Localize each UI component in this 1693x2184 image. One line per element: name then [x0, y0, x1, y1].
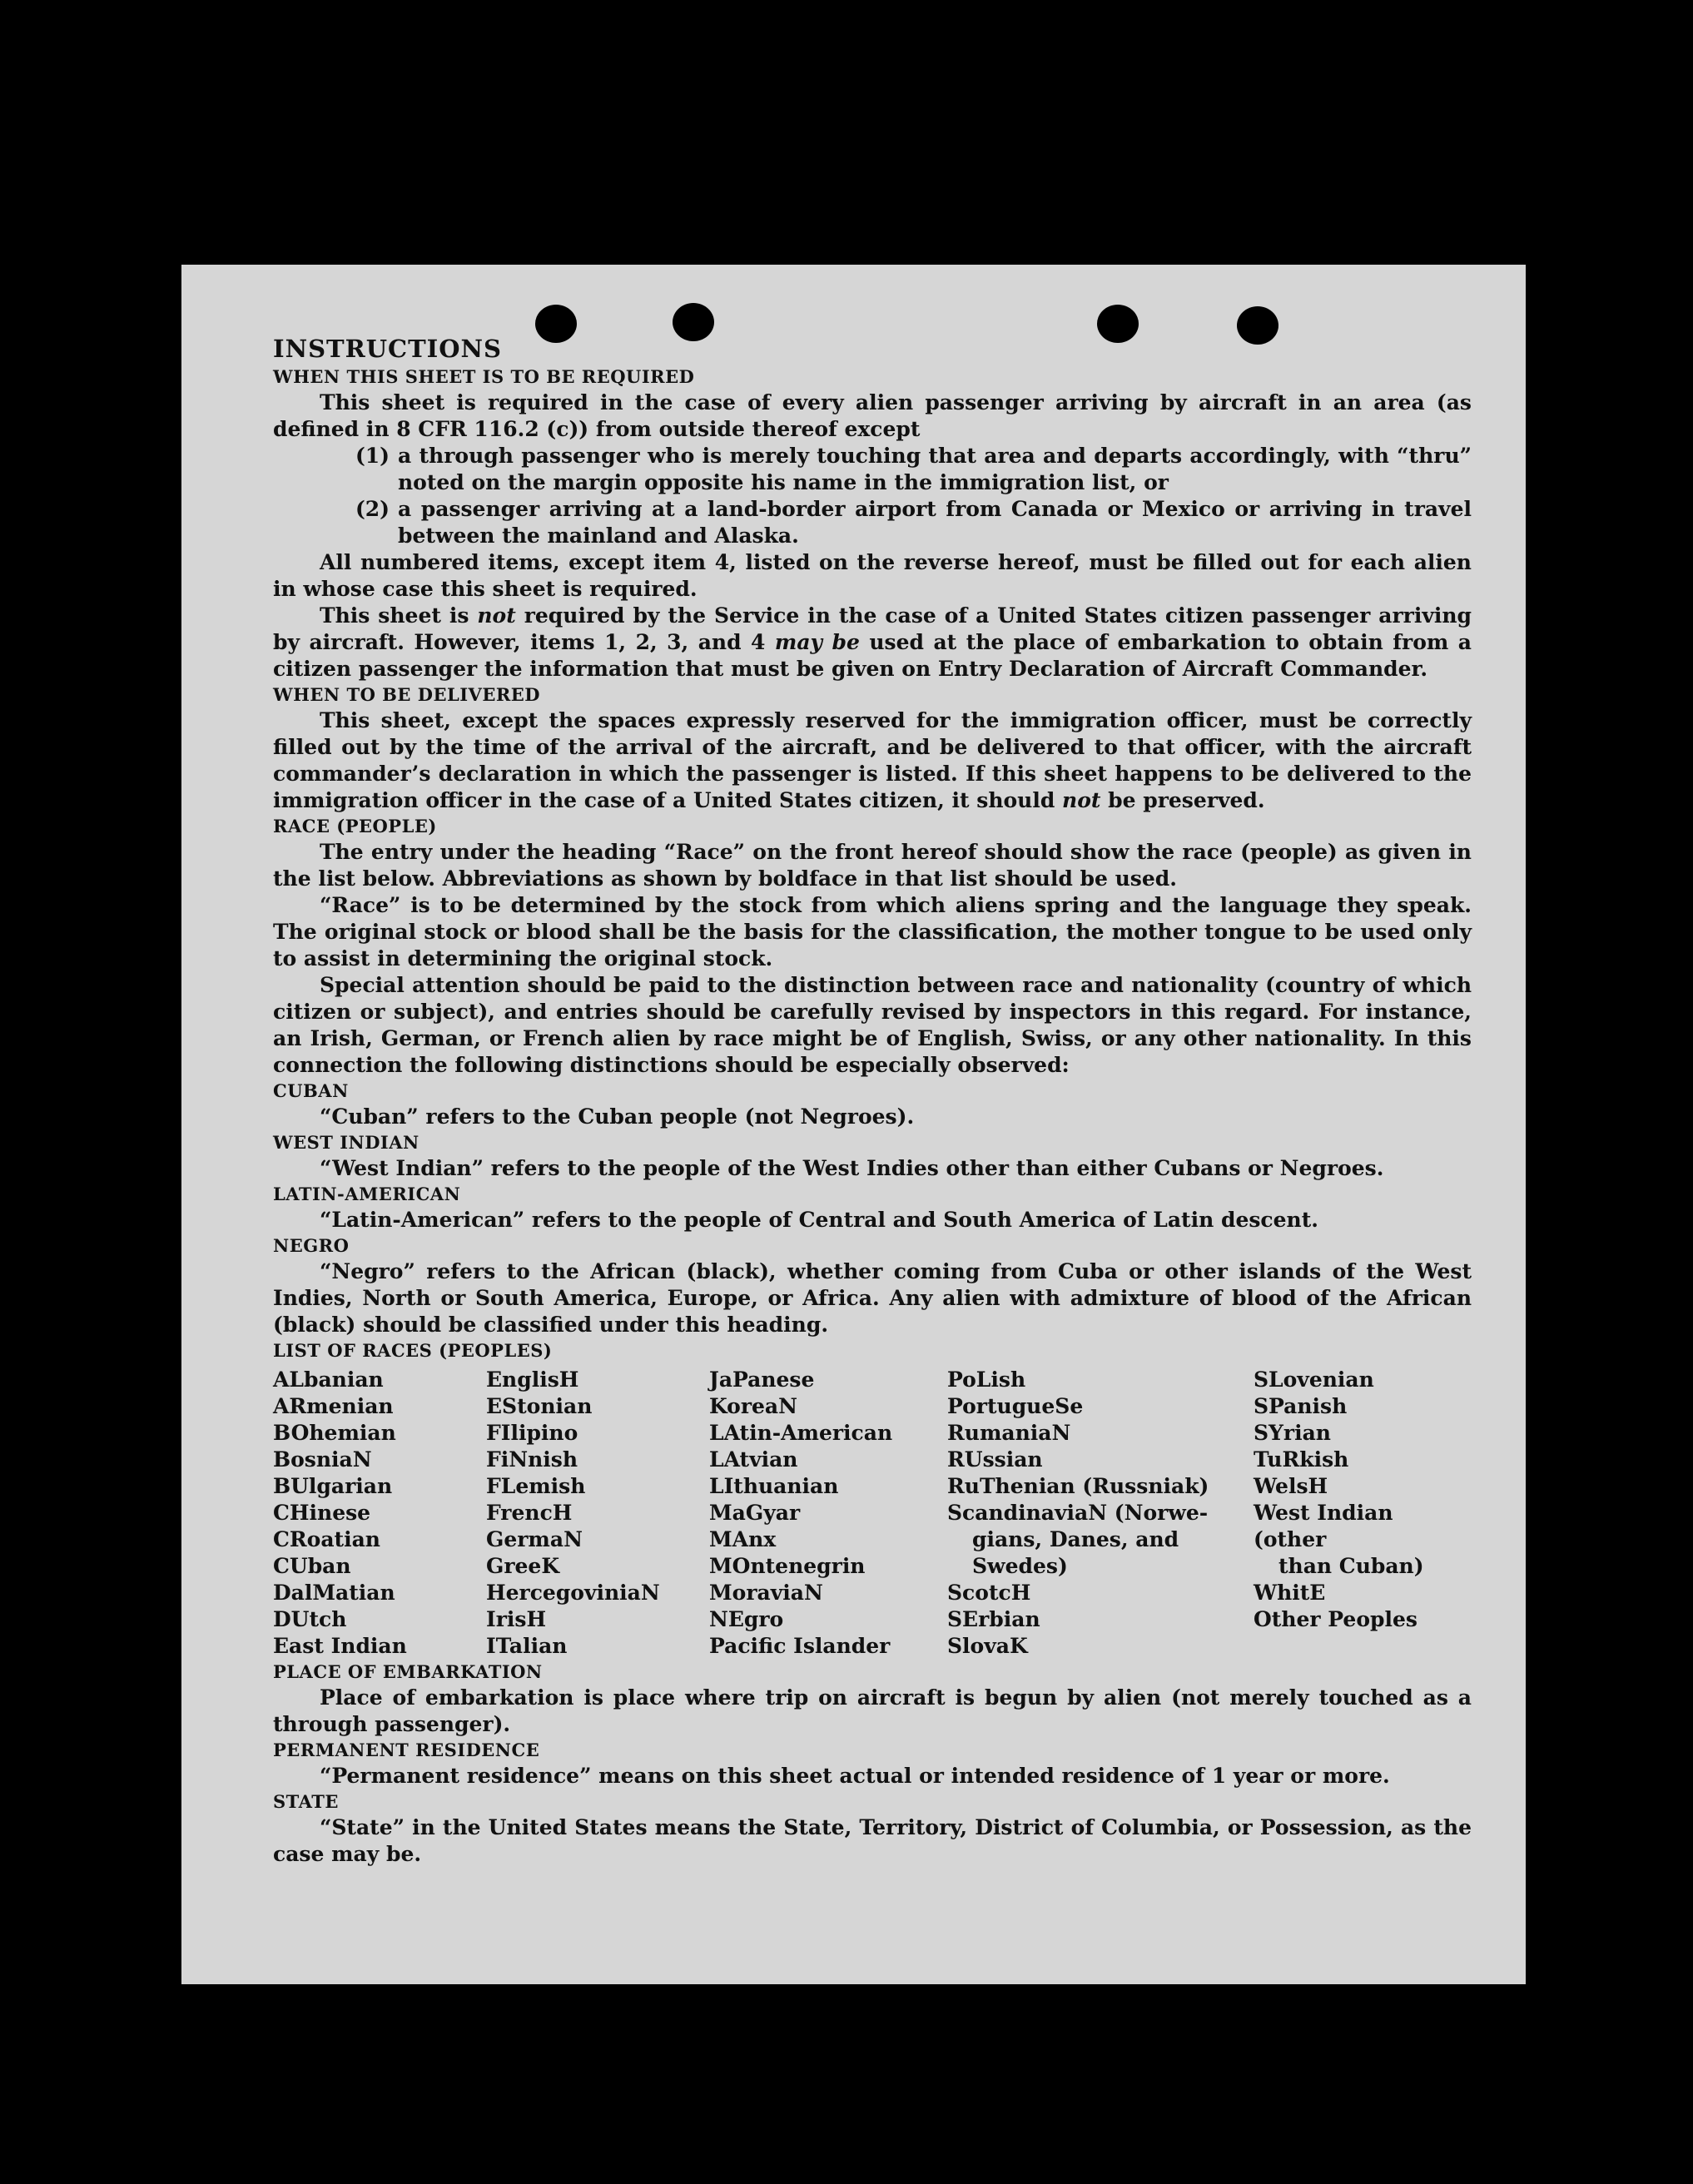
race-entry: SErbian — [947, 1607, 1040, 1631]
race-entry: PoLish — [947, 1367, 1026, 1392]
race-entry: SlovaK — [947, 1634, 1028, 1658]
race-entry: RUssian — [947, 1447, 1043, 1472]
race-column — [709, 1367, 947, 1660]
race-entry: LAtvian — [709, 1447, 798, 1472]
section-heading: CUBAN — [273, 1080, 349, 1101]
race-entry: ScandinaviaN (Norwe- — [947, 1501, 1209, 1525]
race-entry: West Indian (other — [1254, 1501, 1393, 1551]
paragraph: “West Indian” refers to the people of the West Indies other than either Cubans or Negroes. — [320, 1156, 1384, 1180]
paragraph: “Latin-American” refers to the people of Central and South America of Latin descent. — [320, 1208, 1318, 1232]
section-heading: LATIN-AMERICAN — [273, 1184, 461, 1204]
paragraph: “Race” is to be determined by the stock from which aliens spring and the language they speak. The original stock or blood shall be the basis for the classification, the mother tongue to be used only to assist in determining the original stock. — [273, 893, 1472, 970]
race-entry: BosniaN — [273, 1447, 372, 1472]
race-entry: ITalian — [486, 1634, 568, 1658]
paragraph: All numbered items, except item 4, listed on the reverse hereof, must be filled out for each alien in whose case this sheet is required. — [273, 550, 1472, 601]
paragraph: “Permanent residence” means on this sheet actual or intended residence of 1 year or more. — [320, 1764, 1390, 1788]
race-column — [1254, 1367, 1472, 1660]
race-entry: EStonian — [486, 1394, 593, 1418]
paragraph: “Cuban” refers to the Cuban people (not Negroes). — [320, 1104, 915, 1129]
race-entry: FIlipino — [486, 1421, 578, 1445]
list-item — [273, 443, 1472, 496]
race-entry: MOntenegrin — [709, 1554, 866, 1578]
item-number: (1) — [355, 444, 390, 468]
race-entry: SLovenian — [1254, 1367, 1374, 1392]
race-entry: PortugueSe — [947, 1394, 1084, 1418]
race-entry: Swedes) — [972, 1554, 1068, 1578]
race-entry: GermaN — [486, 1527, 583, 1551]
paragraph: Place of embarkation is place where trip on aircraft is begun by alien (not merely touched as a through passenger). — [273, 1685, 1472, 1736]
paragraph: Special attention should be paid to the distinction between race and nationality (country of which citizen or subject), and entries should be carefully revised by inspectors in this regard. For instance, an Irish, German, or French alien by race might be of English, Swiss, or any other nationality. In this connection the following distinctions should be especially observed: — [273, 973, 1472, 1077]
paragraph: “Negro” refers to the African (black), whether coming from Cuba or other islands of the West Indies, North or South America, Europe, or Africa. Any alien with admixture of blood of the African (black) should be classified under this heading. — [273, 1259, 1472, 1337]
item-text: a through passenger who is merely touching that area and departs accordingly, with “thru” noted on the margin opposite his name in the immigration list, or — [398, 444, 1472, 494]
race-entry: EnglisH — [486, 1367, 579, 1392]
race-entry: RumaniaN — [947, 1421, 1071, 1445]
section-heading: WEST INDIAN — [273, 1132, 420, 1153]
race-entry: LAtin-American — [709, 1421, 893, 1445]
race-entry: NEgro — [709, 1607, 784, 1631]
paragraph: “State” in the United States means the State, Territory, District of Columbia, or Possession, as the case may be. — [273, 1815, 1472, 1866]
race-entry: BOhemian — [273, 1421, 396, 1445]
paragraph: This sheet is not required by the Service in the case of a United States citizen passenger arriving by aircraft. However, items 1, 2, 3, and 4 may be used at the place of embarkation to obtain from a citizen passenger the information that must be given on Entry Declaration of Aircraft Commander. — [273, 603, 1472, 681]
race-entry: CUban — [273, 1554, 351, 1578]
document-sheet — [181, 265, 1526, 1984]
race-entry: ALbanian — [273, 1367, 384, 1392]
section-heading: NEGRO — [273, 1235, 350, 1256]
race-entry: FLemish — [486, 1474, 586, 1498]
race-column — [273, 1367, 486, 1660]
race-entry: MAnx — [709, 1527, 777, 1551]
section-heading: RACE (PEOPLE) — [273, 816, 437, 836]
race-entry: DUtch — [273, 1607, 347, 1631]
race-entry: IrisH — [486, 1607, 547, 1631]
race-entry: MoraviaN — [709, 1581, 823, 1605]
section-heading: STATE — [273, 1791, 339, 1812]
race-column — [947, 1367, 1254, 1660]
race-entry: Other Peoples — [1254, 1607, 1417, 1631]
race-entry: DalMatian — [273, 1581, 395, 1605]
race-entry: East Indian — [273, 1634, 407, 1658]
item-number: (2) — [355, 497, 390, 521]
section-heading: WHEN TO BE DELIVERED — [273, 684, 541, 705]
race-entry: SPanish — [1254, 1394, 1348, 1418]
race-entry: than Cuban) — [1278, 1554, 1424, 1578]
race-entry: TuRkish — [1254, 1447, 1349, 1472]
race-entry: gians, Danes, and — [972, 1527, 1179, 1551]
race-list — [273, 1367, 1472, 1660]
section-heading: WHEN THIS SHEET IS TO BE REQUIRED — [273, 366, 695, 387]
race-column — [486, 1367, 709, 1660]
race-entry: Pacific Islander — [709, 1634, 891, 1658]
page-title: INSTRUCTIONS — [273, 335, 502, 363]
race-entry: LIthuanian — [709, 1474, 839, 1498]
section-heading: LIST OF RACES (PEOPLES) — [273, 1340, 553, 1361]
race-entry: GreeK — [486, 1554, 560, 1578]
race-entry: ScotcH — [947, 1581, 1031, 1605]
race-entry: HercegoviniaN — [486, 1581, 660, 1605]
instructions-body — [273, 333, 1472, 1868]
race-entry: WelsH — [1254, 1474, 1328, 1498]
item-text: a passenger arriving at a land-border airport from Canada or Mexico or arriving in travel between the mainland and Alaska. — [398, 497, 1472, 548]
race-entry: SYrian — [1254, 1421, 1331, 1445]
race-entry: CHinese — [273, 1501, 371, 1525]
race-entry: JaPanese — [709, 1367, 815, 1392]
race-entry: KoreaN — [709, 1394, 797, 1418]
race-entry: ARmenian — [273, 1394, 394, 1418]
race-entry: CRoatian — [273, 1527, 380, 1551]
race-entry: BUlgarian — [273, 1474, 393, 1498]
paragraph: This sheet is required in the case of every alien passenger arriving by aircraft in an area (as defined in 8 CFR 116.2 (c)) from outside thereof except — [273, 390, 1472, 441]
section-heading: PLACE OF EMBARKATION — [273, 1661, 543, 1682]
race-entry: RuThenian (Russniak) — [947, 1474, 1209, 1498]
paragraph: The entry under the heading “Race” on the front hereof should show the race (people) as given in the list below. Abbreviations as shown by boldface in that list should be used. — [273, 840, 1472, 891]
race-entry: FiNnish — [486, 1447, 578, 1472]
race-entry: WhitE — [1254, 1581, 1326, 1605]
section-heading: PERMANENT RESIDENCE — [273, 1740, 540, 1760]
race-entry: MaGyar — [709, 1501, 801, 1525]
paragraph: This sheet, except the spaces expressly reserved for the immigration officer, must be correctly filled out by the time of the arrival of the aircraft, and be delivered to that officer, with the aircraft commander’s declaration in which the passenger is listed. If this sheet happens to be delivered to the immigration officer in the case of a United States citizen, it should not be preserved. — [273, 708, 1472, 812]
list-item — [273, 496, 1472, 549]
race-entry: FrencH — [486, 1501, 573, 1525]
